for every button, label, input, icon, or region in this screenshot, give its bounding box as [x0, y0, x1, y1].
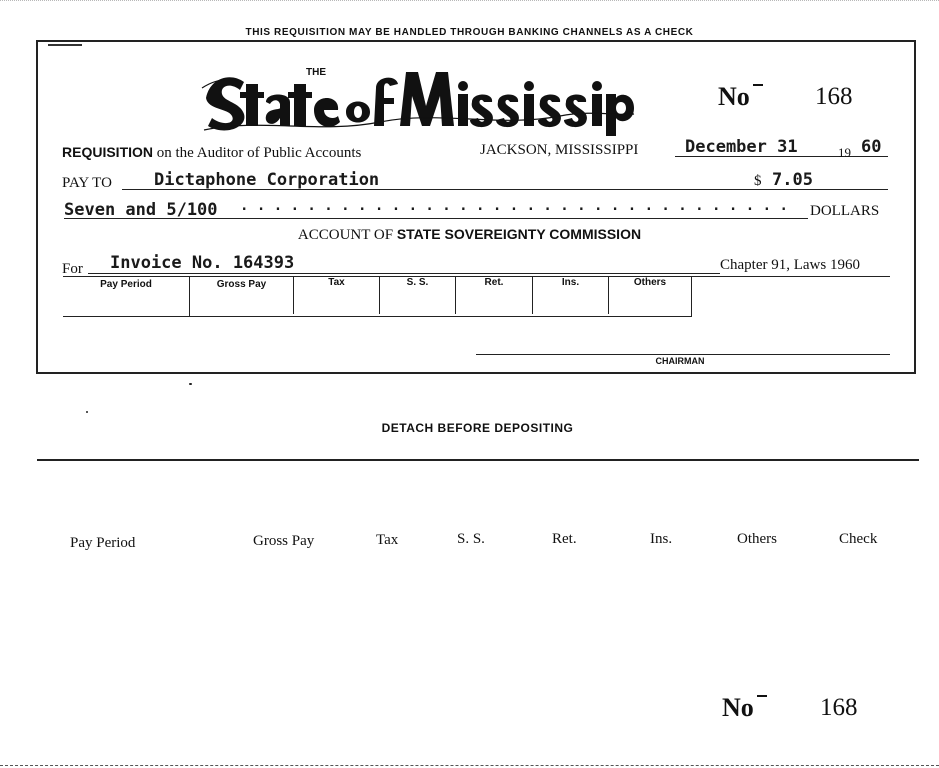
- stub-number: 168: [820, 694, 858, 721]
- table-divider: [532, 276, 533, 314]
- pay-to-label: PAY TO: [62, 175, 112, 191]
- requisition-number: 168: [815, 83, 853, 110]
- table-divider: [455, 276, 456, 314]
- account-name: STATE SOVEREIGNTY COMMISSION: [396, 226, 642, 242]
- for-line: [88, 273, 720, 274]
- amount-words: Seven and 5/100: [64, 200, 218, 220]
- ink-speck: [86, 411, 88, 413]
- stub-pay-period: Pay Period: [70, 535, 136, 551]
- number-underline: [753, 84, 763, 86]
- col-others: Others: [633, 277, 667, 288]
- banking-channels-note: THIS REQUISITION MAY BE HANDLED THROUGH BANKING CHANNELS AS A CHECK: [245, 27, 694, 38]
- table-divider: [189, 276, 190, 316]
- state-of-mississippi-logo: [200, 58, 636, 136]
- stub-others: Others: [737, 531, 777, 547]
- table-divider: [608, 276, 609, 314]
- laws-reference: Chapter 91, Laws 1960: [720, 257, 860, 273]
- perforation-top: [0, 0, 939, 1]
- table-divider: [379, 276, 380, 314]
- stub-ret: Ret.: [552, 531, 577, 547]
- account-prefix: ACCOUNT OF: [297, 227, 394, 243]
- jackson-label: JACKSON, MISSISSIPPI: [480, 142, 639, 158]
- stub-number-underline: [757, 695, 767, 697]
- year-typed: 60: [861, 137, 882, 157]
- invoice-text: Invoice No. 164393: [110, 253, 295, 273]
- col-ret: Ret.: [484, 277, 504, 288]
- stub-number-label: No: [722, 693, 754, 722]
- dollars-label: DOLLARS: [810, 203, 880, 219]
- table-divider: [691, 276, 692, 316]
- for-label: For: [62, 261, 83, 277]
- pay-table-bottom-rule: [63, 316, 692, 317]
- logo-small-word: THE: [306, 67, 326, 78]
- requisition-bold: REQUISITION: [62, 144, 154, 160]
- payee-name: Dictaphone Corporation: [154, 170, 380, 190]
- col-ss: S. S.: [406, 277, 429, 288]
- detach-rule: [37, 459, 919, 461]
- stub-gross-pay: Gross Pay: [253, 533, 315, 549]
- col-tax: Tax: [328, 277, 345, 288]
- date-typed: December 31: [685, 137, 798, 157]
- account-line: [0, 226, 939, 244]
- perforation-bottom: [0, 765, 939, 766]
- requisition-label: [62, 144, 361, 162]
- ink-speck: [189, 383, 192, 385]
- chairman-label: CHAIRMAN: [655, 356, 705, 366]
- amount-figure: 7.05: [772, 170, 813, 190]
- amount-leader: . . . . . . . . . . . . . . . . . . . . . . . . . . . . . . . . .: [240, 198, 788, 214]
- number-label: No: [718, 82, 750, 111]
- signature-line: [476, 354, 890, 355]
- stub-check: Check: [839, 531, 878, 547]
- requisition-label-rest: on the Auditor of Public Accounts: [156, 145, 362, 161]
- detach-note: DETACH BEFORE DEPOSITING: [381, 421, 574, 435]
- amount-line: [64, 218, 808, 219]
- stub-ss: S. S.: [457, 531, 485, 547]
- col-pay-period: Pay Period: [100, 279, 152, 290]
- table-divider: [293, 276, 294, 314]
- year-prefix: 19: [838, 145, 851, 160]
- edge-mark: [48, 44, 82, 46]
- col-gross-pay: Gross Pay: [216, 279, 267, 290]
- dollar-sign: $: [754, 173, 762, 189]
- stub-tax: Tax: [376, 532, 399, 548]
- stub-ins: Ins.: [650, 531, 673, 547]
- col-ins: Ins.: [561, 277, 580, 288]
